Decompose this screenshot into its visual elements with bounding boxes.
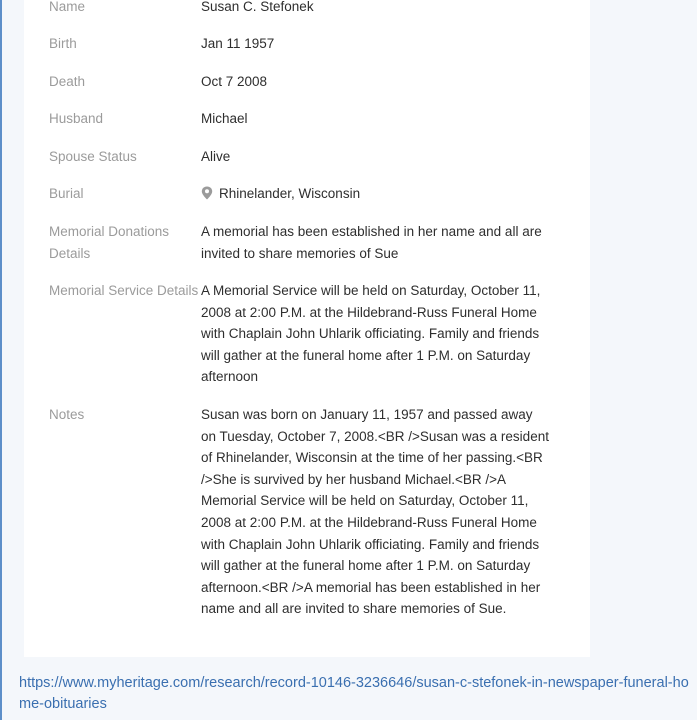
field-label-husband: Husband — [49, 111, 104, 126]
field-label-burial: Burial — [49, 186, 84, 201]
burial-location-text: Rhinelander, Wisconsin — [219, 186, 361, 201]
field-row-memorial-service — [24, 280, 590, 390]
field-label-memorial-donations: Memorial Donations Details — [49, 224, 170, 261]
source-record-link[interactable]: https://www.myheritage.com/research/record-10146-3236646/susan-c-stefonek-in-newspaper-funeral-home-obituaries — [19, 675, 689, 712]
field-label-birth: Birth — [49, 36, 77, 51]
field-row-birth — [24, 33, 590, 55]
field-row-name — [24, 0, 590, 18]
field-value-husband: Michael — [201, 111, 248, 126]
field-label-memorial-service: Memorial Service Details — [49, 283, 199, 298]
field-value-spouse-status: Alive — [201, 149, 231, 164]
field-row-death — [24, 71, 590, 93]
map-pin-icon — [201, 185, 213, 199]
field-row-spouse-status — [24, 146, 590, 168]
field-row-notes — [24, 404, 590, 644]
field-row-burial — [24, 183, 590, 205]
field-row-husband — [24, 108, 590, 130]
field-label-name: Name — [49, 0, 86, 14]
field-label-death: Death — [49, 74, 86, 89]
field-value-birth: Jan 11 1957 — [201, 36, 275, 51]
field-value-notes: Susan was born on January 11, 1957 and passed away on Tuesday, October 7, 2008.<BR />Susan was a resident of Rhinelander, Wisconsin at the time of her passing.<BR />She is survived by her husband Michael.<BR />A Memorial Service will be held on Saturday, October 11, 2008 at 2:00 P.M. at the Hildebrand-Russ Funeral Home with Chaplain John Uhlarik officiating. Family and friends will gather at the funeral home after 1 P.M. on Saturday afternoon.<BR />A memorial has been established in her name and all are invited to share memories of Sue. — [201, 407, 549, 617]
field-value-memorial-donations: A memorial has been established in her name and all are invited to share memories of Sue — [201, 224, 542, 261]
field-value-memorial-service: A Memorial Service will be held on Saturday, October 11, 2008 at 2:00 P.M. at the Hildebrand-Russ Funeral Home with Chaplain John Uhlarik officiating. Family and friends will gather at the funeral home after 1 P.M. on Saturday afternoon — [201, 283, 541, 385]
field-row-memorial-donations — [24, 221, 590, 265]
field-label-spouse-status: Spouse Status — [49, 149, 137, 164]
field-value-burial — [201, 183, 551, 205]
field-label-notes: Notes — [49, 407, 85, 422]
field-value-name: Susan C. Stefonek — [201, 0, 314, 14]
record-details-card — [24, 0, 590, 657]
field-value-death: Oct 7 2008 — [201, 74, 268, 89]
